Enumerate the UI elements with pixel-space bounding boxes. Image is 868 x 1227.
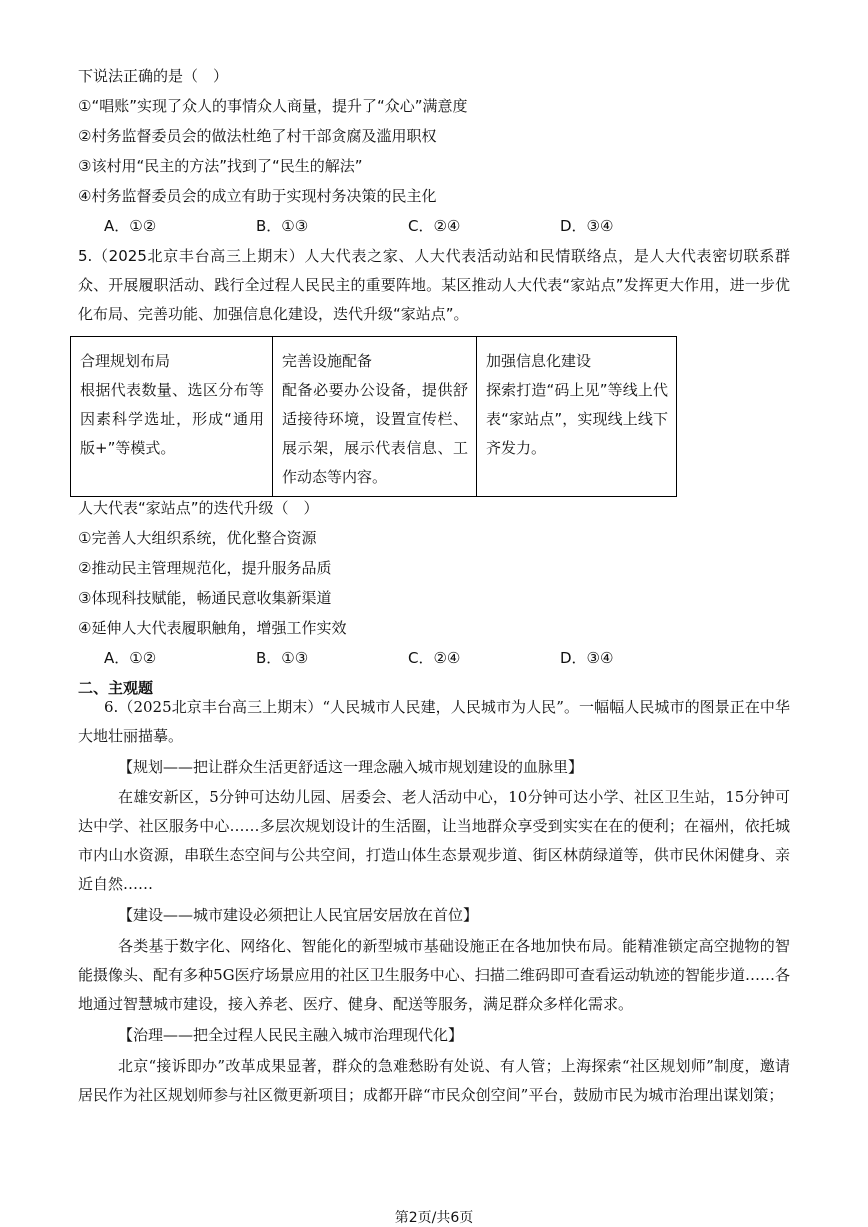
q4-option-c: C．②④ [408,217,461,235]
q4-statement-4: ④村务监督委员会的成立有助于实现村务决策的民主化 [78,187,437,205]
q5-statement-1: ①完善人大组织系统，优化整合资源 [78,529,317,547]
q5-option-d: D．③④ [560,649,614,667]
q5-table-body-informatization: 探索打造“码上见”等线上代表“家站点”，实现线上线下齐发力。 [486,381,668,457]
q4-statement-1: ①“唱账”实现了众人的事情众人商量，提升了“众心”满意度 [78,97,468,115]
q5-options [104,648,712,668]
q4-statement-3: ③该村用“民主的方法”找到了“民生的解法” [78,157,363,175]
section-heading: 二、主观题 [78,679,154,697]
q6-governance-title: 【治理——把全过程人民民主融入城市治理现代化】 [118,1026,464,1044]
q5-table-body-layout: 根据代表数量、选区分布等因素科学选址，形成“通用版+”等模式。 [80,381,264,457]
q5-option-a: A．①② [104,649,157,667]
q5-table-title-informatization: 加强信息化建设 [486,352,592,370]
q4-statement-2: ②村务监督委员会的做法杜绝了村干部贪腐及滥用职权 [78,127,437,145]
q5-question: 人大代表“家站点”的迭代升级（ ） [78,499,319,517]
q4-stem-end: 下说法正确的是（ ） [78,67,229,85]
q5-table-cell-layout [71,337,273,497]
q6-governance-text: 北京“接诉即办”改革成果显著，群众的急难愁盼有处说、有人管；上海探索“社区规划师”制度，邀请居民作为社区规划师参与社区微更新项目；成都开辟“市民众创空间”平台，鼓励市民为城市治理出谋划策； [78,1057,790,1104]
q5-table-body-facilities: 配备必要办公设备，提供舒适接待环境，设置宣传栏、展示架，展示代表信息、工作动态等内容。 [282,381,468,486]
q5-table-cell-informatization [477,337,677,497]
q5-table-cell-facilities [273,337,477,497]
q6-stem: 6.（2025北京丰台高三上期末）“人民城市人民建，人民城市为人民”。一幅幅人民城市的图景正在中华大地壮丽描摹。 [78,698,790,745]
q4-options [104,216,712,236]
q5-stem: 5.（2025北京丰台高三上期末）人大代表之家、人大代表活动站和民情联络点，是人大代表密切联系群众、开展履职活动、践行全过程人民民主的重要阵地。某区推动人大代表“家站点”发挥更大作用，进一步优化布局、完善功能、加强信息化建设，迭代升级“家站点”。 [78,247,790,323]
q5-statement-3: ③体现科技赋能，畅通民意收集新渠道 [78,589,332,607]
q5-option-b: B．①③ [256,649,309,667]
q5-statement-2: ②推动民主管理规范化，提升服务品质 [78,559,332,577]
q6-construction-title: 【建设——城市建设必须把让人民宜居安居放在首位】 [118,906,479,924]
q4-option-d: D．③④ [560,217,614,235]
q5-table [70,336,677,497]
page-footer: 第2页/共6页 [394,1210,474,1226]
q6-construction-text: 各类基于数字化、网络化、智能化的新型城市基础设施正在各地加快布局。能精准锁定高空抛物的智能摄像头、配有多种5G医疗场景应用的社区卫生服务中心、扫描二维码即可查看运动轨迹的智能步道……各地通过智慧城市建设，接入养老、医疗、健身、配送等服务，满足群众多样化需求。 [78,937,790,1013]
q5-option-c: C．②④ [408,649,461,667]
q4-option-b: B．①③ [256,217,309,235]
q5-statement-4: ④延伸人大代表履职触角，增强工作实效 [78,619,347,637]
q6-planning-title: 【规划——把让群众生活更舒适这一理念融入城市规划建设的血脉里】 [118,758,584,776]
q6-planning-text: 在雄安新区，5分钟可达幼儿园、居委会、老人活动中心，10分钟可达小学、社区卫生站，15分钟可达中学、社区服务中心……多层次规划设计的生活圈，让当地群众享受到实实在在的便利；在福州，依托城市内山水资源，串联生态空间与公共空间，打造山体生态景观步道、街区林荫绿道等，供市民休闲健身、亲近自然…… [78,788,790,893]
q4-option-a: A．①② [104,217,157,235]
q5-table-title-facilities: 完善设施配备 [282,352,373,370]
q5-table-title-layout: 合理规划布局 [80,352,171,370]
